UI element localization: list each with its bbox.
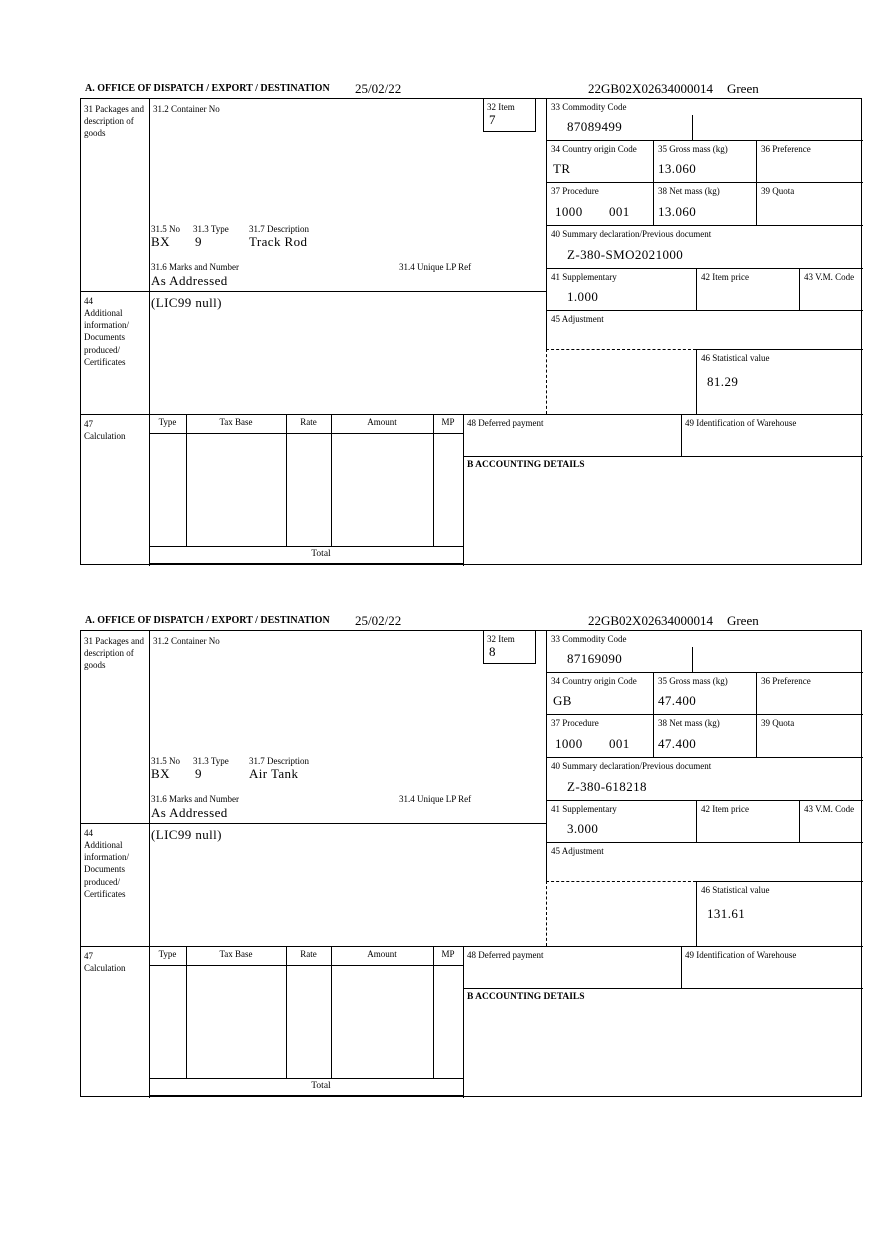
routing-status: Green xyxy=(726,81,759,96)
package-no-label: 31.5 No xyxy=(151,224,180,234)
item-box xyxy=(483,631,536,664)
quota-box xyxy=(756,183,863,226)
calc-header-bottom xyxy=(149,965,463,966)
box47-text: Calculation xyxy=(84,963,126,974)
supplementary-value: 3.000 xyxy=(567,821,599,836)
declaration-item-section xyxy=(80,80,862,565)
statistical-value: 81.29 xyxy=(707,374,739,389)
calc-total-label: Total xyxy=(311,549,331,559)
preference-box xyxy=(756,673,863,715)
item-number: 8 xyxy=(489,644,496,659)
calc-col-mp: MP xyxy=(441,417,455,427)
marks-and-number-label: 31.6 Marks and Number xyxy=(151,794,239,804)
procedure-box xyxy=(546,183,653,226)
commodity-code-value: 87169090 xyxy=(567,651,623,666)
commodity-code-divider xyxy=(692,115,693,141)
divider-accounting-left xyxy=(463,946,464,1098)
statistical-value-box xyxy=(696,881,863,946)
statistical-value-label: 46 Statistical value xyxy=(701,353,770,363)
calc-col-amount: Amount xyxy=(367,949,397,959)
box44-number: 44 xyxy=(84,828,93,838)
item-price-label: 42 Item price xyxy=(701,804,749,814)
net-mass-label: 38 Net mass (kg) xyxy=(658,718,720,728)
calc-total-top xyxy=(149,546,463,547)
country-origin-value: GB xyxy=(553,693,572,708)
divider-accounting-top xyxy=(463,988,863,989)
declaration-reference-row xyxy=(588,613,759,629)
package-type-label: 31.3 Type xyxy=(193,756,229,766)
statistical-value-label: 46 Statistical value xyxy=(701,885,770,895)
calculation-label xyxy=(84,418,146,442)
supplementary-value: 1.000 xyxy=(567,289,599,304)
net-mass-value: 13.060 xyxy=(658,204,697,219)
deferred-payment-label: 48 Deferred payment xyxy=(467,418,544,428)
package-no-label: 31.5 No xyxy=(151,756,180,766)
additional-information-value: (LIC99 null) xyxy=(151,295,222,310)
supplementary-label: 41 Supplementary xyxy=(551,804,617,814)
divider-accounting-left xyxy=(463,414,464,566)
statistical-value: 131.61 xyxy=(707,906,746,921)
divider-left-column xyxy=(149,631,150,1098)
gross-mass-value: 13.060 xyxy=(658,161,697,176)
previous-document-value: Z-380-618218 xyxy=(567,779,647,794)
container-no-label: 31.2 Container No xyxy=(153,636,220,646)
preference-label: 36 Preference xyxy=(761,144,811,154)
commodity-code-label: 33 Commodity Code xyxy=(551,102,627,112)
previous-document-box xyxy=(546,226,863,269)
net-mass-label: 38 Net mass (kg) xyxy=(658,186,720,196)
net-mass-box xyxy=(653,183,756,226)
vm-code-box xyxy=(799,801,863,843)
gross-mass-label: 35 Gross mass (kg) xyxy=(658,144,728,154)
marks-value: As Addressed xyxy=(151,273,228,288)
calc-col-amount: Amount xyxy=(367,417,397,427)
quota-label: 39 Quota xyxy=(761,718,795,728)
item-box xyxy=(483,99,536,132)
item-price-label: 42 Item price xyxy=(701,272,749,282)
net-mass-box xyxy=(653,715,756,758)
country-origin-label: 34 Country origin Code xyxy=(551,676,637,686)
package-no-value: BX xyxy=(151,766,170,781)
procedure-value: 1000 xyxy=(555,736,583,751)
procedure-extra-value: 001 xyxy=(609,204,630,219)
divider-48-49 xyxy=(681,946,682,988)
vm-code-label: 43 V.M. Code xyxy=(804,804,855,814)
adjustment-label: 45 Adjustment xyxy=(551,314,604,324)
quota-label: 39 Quota xyxy=(761,186,795,196)
package-type-value: 9 xyxy=(195,766,202,781)
item-number: 7 xyxy=(489,112,496,127)
vm-code-label: 43 V.M. Code xyxy=(804,272,855,282)
additional-information-value: (LIC99 null) xyxy=(151,827,222,842)
warehouse-id-label: 49 Identification of Warehouse xyxy=(685,950,797,960)
form-border xyxy=(80,98,862,565)
previous-document-label: 40 Summary declaration/Previous document xyxy=(551,761,712,771)
calc-table-bottom xyxy=(149,563,463,564)
divider-dashed-horizontal xyxy=(546,349,696,350)
box44-text: Additional information/ Documents produced/ Certificates xyxy=(84,308,129,367)
calculation-label xyxy=(84,950,146,974)
divider-marks-bottom xyxy=(81,291,546,292)
item-price-box xyxy=(696,269,799,311)
supplementary-box xyxy=(546,801,696,843)
goods-description-value: Track Rod xyxy=(249,234,308,249)
office-of-dispatch-label: A. OFFICE OF DISPATCH / EXPORT / DESTINATION xyxy=(85,83,330,94)
accounting-details-label: B ACCOUNTING DETAILS xyxy=(467,460,585,470)
divider-calculation-top xyxy=(81,414,863,415)
procedure-label: 37 Procedure xyxy=(551,186,599,196)
divider-left-column xyxy=(149,99,150,566)
calc-total-top xyxy=(149,1078,463,1079)
goods-description-value: Air Tank xyxy=(249,766,299,781)
divider-calculation-top xyxy=(81,946,863,947)
declaration-reference: 22GB02X02634000014 xyxy=(588,81,713,96)
calc-table-bottom xyxy=(149,1095,463,1096)
net-mass-value: 47.400 xyxy=(658,736,697,751)
item-price-box xyxy=(696,801,799,843)
packages-label: 31 Packages and description of goods xyxy=(84,104,144,139)
packages-label: 31 Packages and description of goods xyxy=(84,636,144,671)
declaration-reference: 22GB02X02634000014 xyxy=(588,613,713,628)
accounting-details-label: B ACCOUNTING DETAILS xyxy=(467,992,585,1002)
unique-lp-ref-label: 31.4 Unique LP Ref xyxy=(399,262,472,272)
warehouse-id-label: 49 Identification of Warehouse xyxy=(685,418,797,428)
vm-code-box xyxy=(799,269,863,311)
package-type-value: 9 xyxy=(195,234,202,249)
commodity-code-box xyxy=(546,631,863,673)
calc-col-rate: Rate xyxy=(300,417,317,427)
adjustment-label: 45 Adjustment xyxy=(551,846,604,856)
box47-number: 47 xyxy=(84,951,93,961)
divider-dashed-horizontal xyxy=(546,881,696,882)
item-label: 32 Item xyxy=(487,634,515,644)
adjustment-box xyxy=(546,843,863,881)
declaration-reference-row xyxy=(588,81,759,97)
declaration-item-section xyxy=(80,612,862,1097)
box47-text: Calculation xyxy=(84,431,126,442)
container-no-label: 31.2 Container No xyxy=(153,104,220,114)
office-of-dispatch-label: A. OFFICE OF DISPATCH / EXPORT / DESTINATION xyxy=(85,615,330,626)
package-no-value: BX xyxy=(151,234,170,249)
country-origin-box xyxy=(546,141,653,183)
dispatch-date: 25/02/22 xyxy=(355,81,402,96)
country-origin-value: TR xyxy=(553,161,571,176)
previous-document-value: Z-380-SMO2021000 xyxy=(567,247,684,262)
supplementary-box xyxy=(546,269,696,311)
gross-mass-box xyxy=(653,673,756,715)
previous-document-box xyxy=(546,758,863,801)
calc-header-bottom xyxy=(149,433,463,434)
marks-value: As Addressed xyxy=(151,805,228,820)
goods-description-label: 31.7 Description xyxy=(249,224,309,234)
calc-col-type: Type xyxy=(158,949,177,959)
procedure-extra-value: 001 xyxy=(609,736,630,751)
additional-information-label xyxy=(84,827,146,900)
marks-and-number-label: 31.6 Marks and Number xyxy=(151,262,239,272)
procedure-value: 1000 xyxy=(555,204,583,219)
calc-col-tax-base: Tax Base xyxy=(219,949,253,959)
commodity-code-box xyxy=(546,99,863,141)
dispatch-date: 25/02/22 xyxy=(355,613,402,628)
deferred-payment-label: 48 Deferred payment xyxy=(467,950,544,960)
gross-mass-label: 35 Gross mass (kg) xyxy=(658,676,728,686)
routing-status: Green xyxy=(726,613,759,628)
calc-col-type: Type xyxy=(158,417,177,427)
statistical-value-box xyxy=(696,349,863,414)
commodity-code-divider xyxy=(692,647,693,673)
package-type-label: 31.3 Type xyxy=(193,224,229,234)
calc-col-tax-base: Tax Base xyxy=(219,417,253,427)
form-border xyxy=(80,630,862,1097)
calc-total-label: Total xyxy=(311,1081,331,1091)
box47-number: 47 xyxy=(84,419,93,429)
commodity-code-label: 33 Commodity Code xyxy=(551,634,627,644)
quota-box xyxy=(756,715,863,758)
divider-marks-bottom xyxy=(81,823,546,824)
goods-description-label: 31.7 Description xyxy=(249,756,309,766)
commodity-code-value: 87089499 xyxy=(567,119,623,134)
preference-label: 36 Preference xyxy=(761,676,811,686)
calc-col-mp: MP xyxy=(441,949,455,959)
preference-box xyxy=(756,141,863,183)
country-origin-label: 34 Country origin Code xyxy=(551,144,637,154)
divider-dashed-vertical xyxy=(546,349,547,414)
box44-text: Additional information/ Documents produced/ Certificates xyxy=(84,840,129,899)
gross-mass-value: 47.400 xyxy=(658,693,697,708)
divider-accounting-top xyxy=(463,456,863,457)
box44-number: 44 xyxy=(84,296,93,306)
item-label: 32 Item xyxy=(487,102,515,112)
additional-information-label xyxy=(84,295,146,368)
supplementary-label: 41 Supplementary xyxy=(551,272,617,282)
divider-48-49 xyxy=(681,414,682,456)
previous-document-label: 40 Summary declaration/Previous document xyxy=(551,229,712,239)
gross-mass-box xyxy=(653,141,756,183)
unique-lp-ref-label: 31.4 Unique LP Ref xyxy=(399,794,472,804)
adjustment-box xyxy=(546,311,863,349)
country-origin-box xyxy=(546,673,653,715)
procedure-box xyxy=(546,715,653,758)
calc-col-rate: Rate xyxy=(300,949,317,959)
procedure-label: 37 Procedure xyxy=(551,718,599,728)
divider-dashed-vertical xyxy=(546,881,547,946)
